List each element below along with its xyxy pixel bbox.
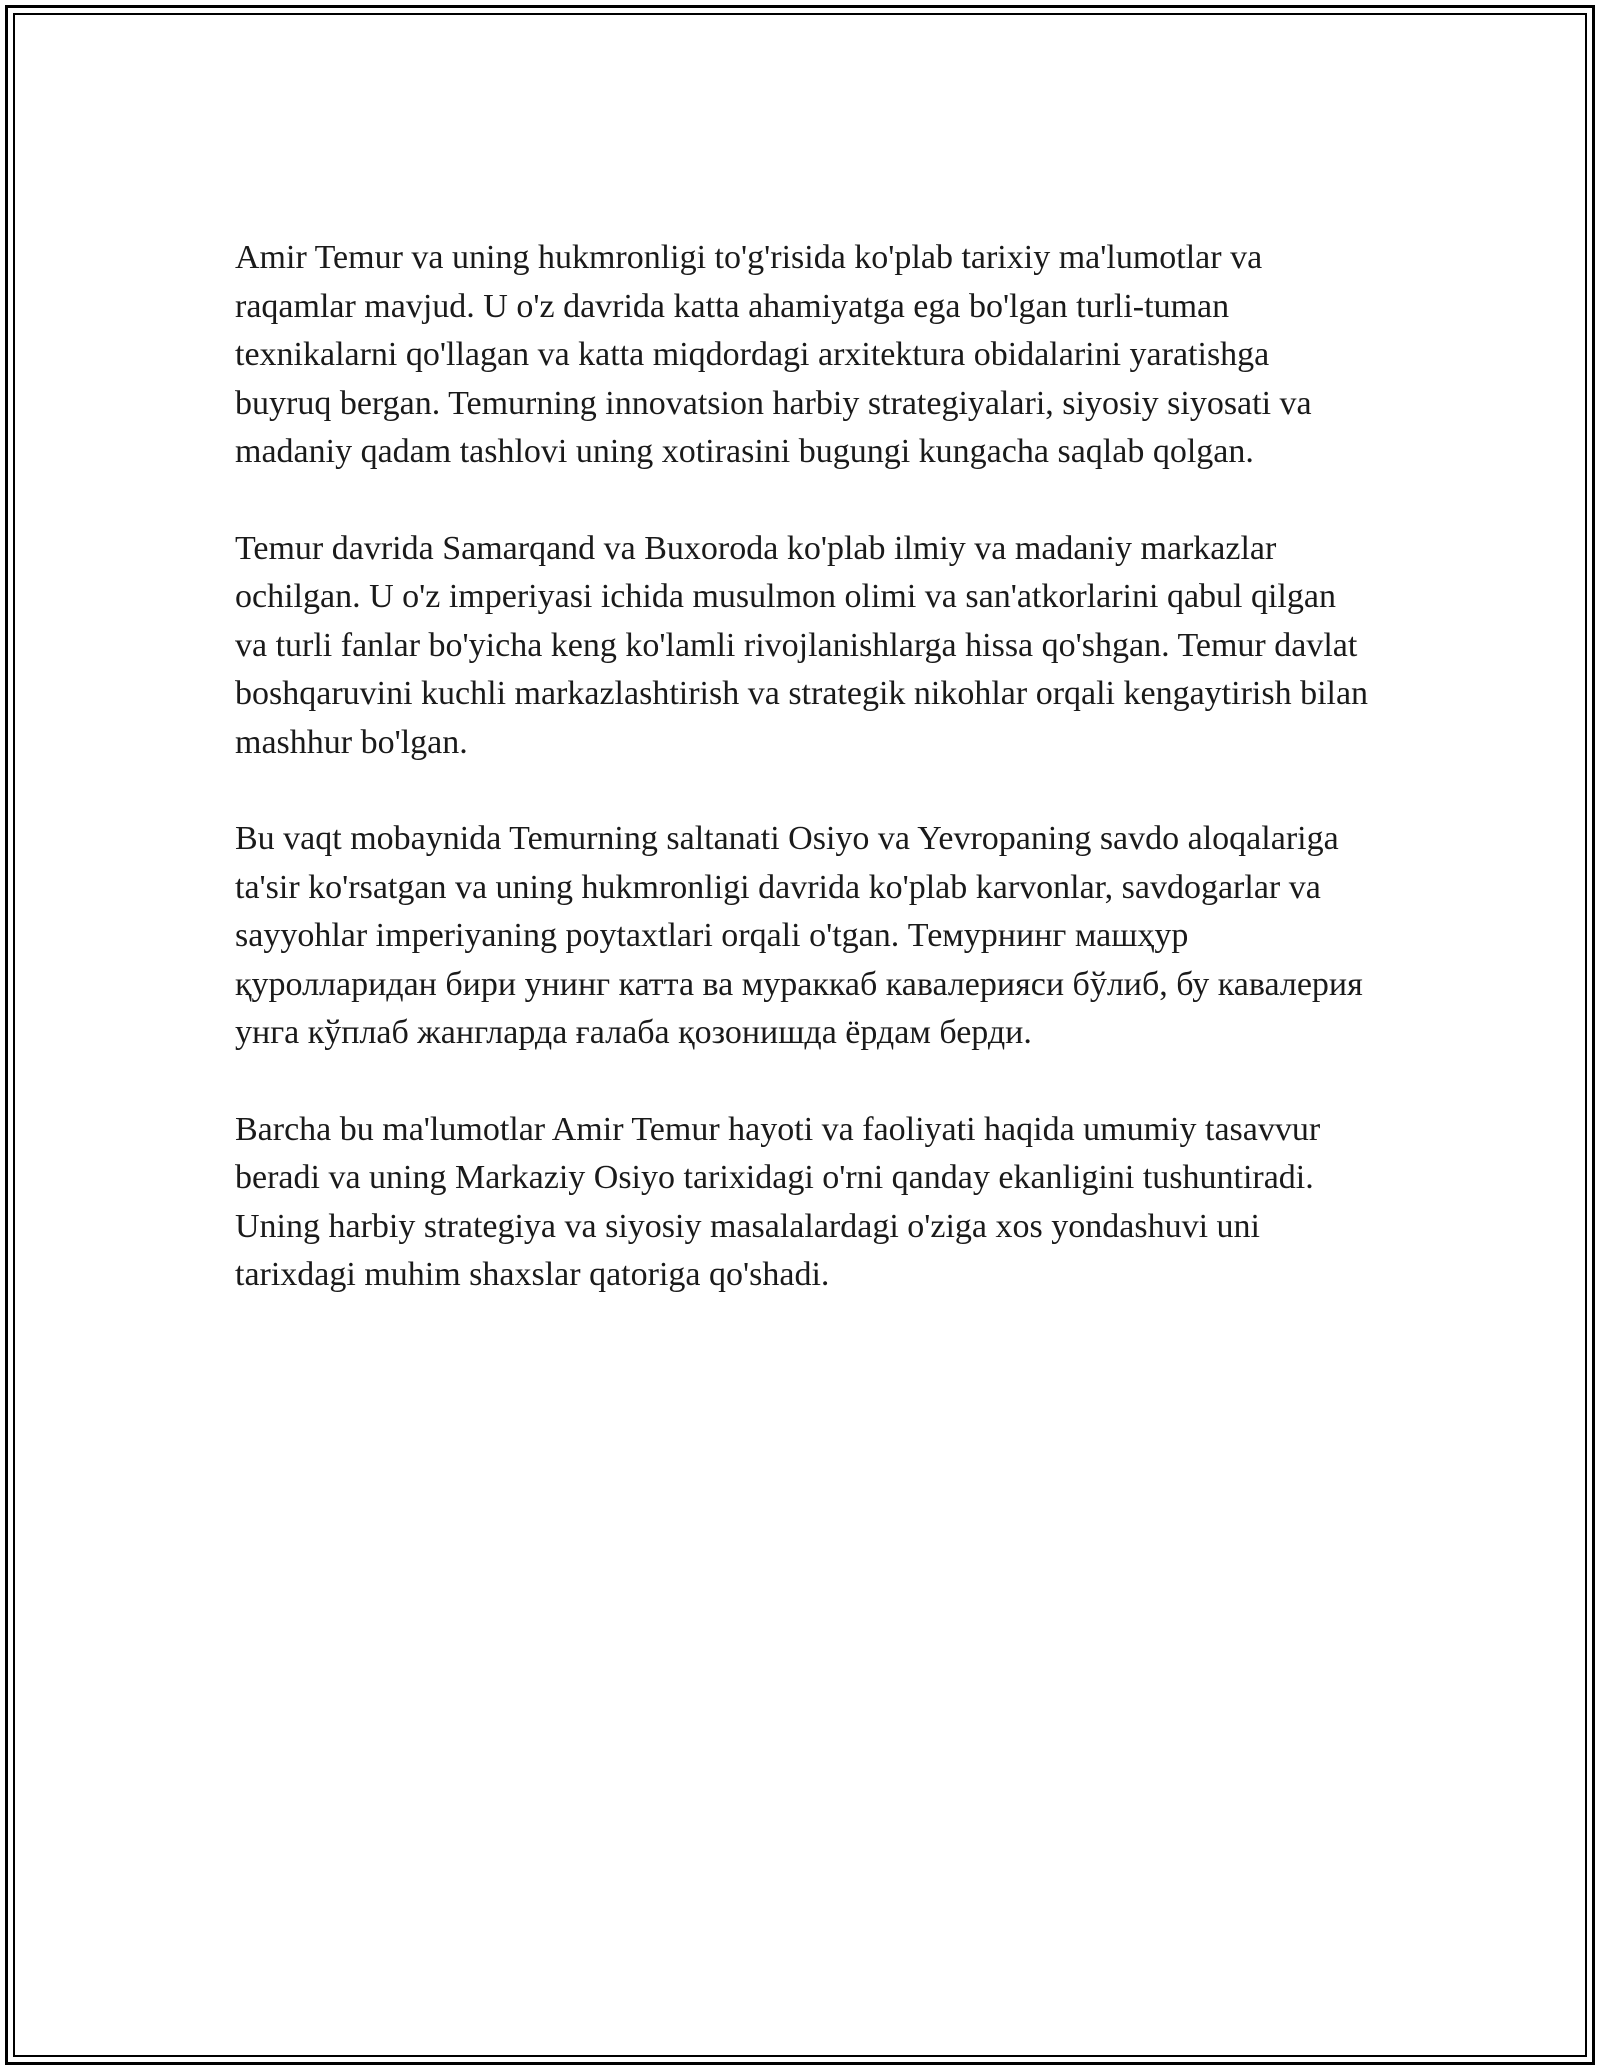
paragraph-1: Amir Temur va uning hukmronligi to'g'risida ko'plab tarixiy ma'lumotlar va raqamlar mavjud. U o'z davrida katta ahamiyatga ega bo'lgan turli-tuman texnikalarni qo'llagan va katta miqdordagi arxitektura obidalarini yaratishga buyruq bergan. Temurning innovatsion harbiy strategiyalari, siyosiy siyosati va madaniy qadam tashlovi uning xotirasini bugungi kungacha saqlab qolgan.	[235, 239, 1312, 470]
document-body	[235, 234, 1370, 1348]
paragraph-4: Barcha bu ma'lumotlar Amir Temur hayoti va faoliyati haqida umumiy tasavvur beradi va uning Markaziy Osiyo tarixidagi o'rni qanday ekanligini tushuntiradi. Uning harbiy strategiya va siyosiy masalalardagi o'ziga xos yondashuvi uni tarixdagi muhim shaxslar qatoriga qo'shadi.	[235, 1110, 1321, 1293]
paragraph-3: Bu vaqt mobaynida Temurning saltanati Osiyo va Yevropaning savdo aloqalariga ta'sir ko'rsatgan va uning hukmronligi davrida ko'plab karvonlar, savdogarlar va sayyohlar imperiyaning poytaxtlari orqali o'tgan. Темурнинг машҳур қуролларидан бири унинг катта ва мураккаб кавалерияси бўлиб, бу кавалерия унга кўплаб жангларда ғалаба қозонишда ёрдам берди.	[235, 820, 1363, 1051]
paragraph-2: Temur davrida Samarqand va Buxoroda ko'plab ilmiy va madaniy markazlar ochilgan. U o'z imperiyasi ichida musulmon olimi va san'atkorlarini qabul qilgan va turli fanlar bo'yicha keng ko'lamli rivojlanishlarga hissa qo'shgan. Temur davlat boshqaruvini kuchli markazlashtirish va strategik nikohlar orqali kengaytirish bilan mashhur bo'lgan.	[235, 529, 1369, 761]
